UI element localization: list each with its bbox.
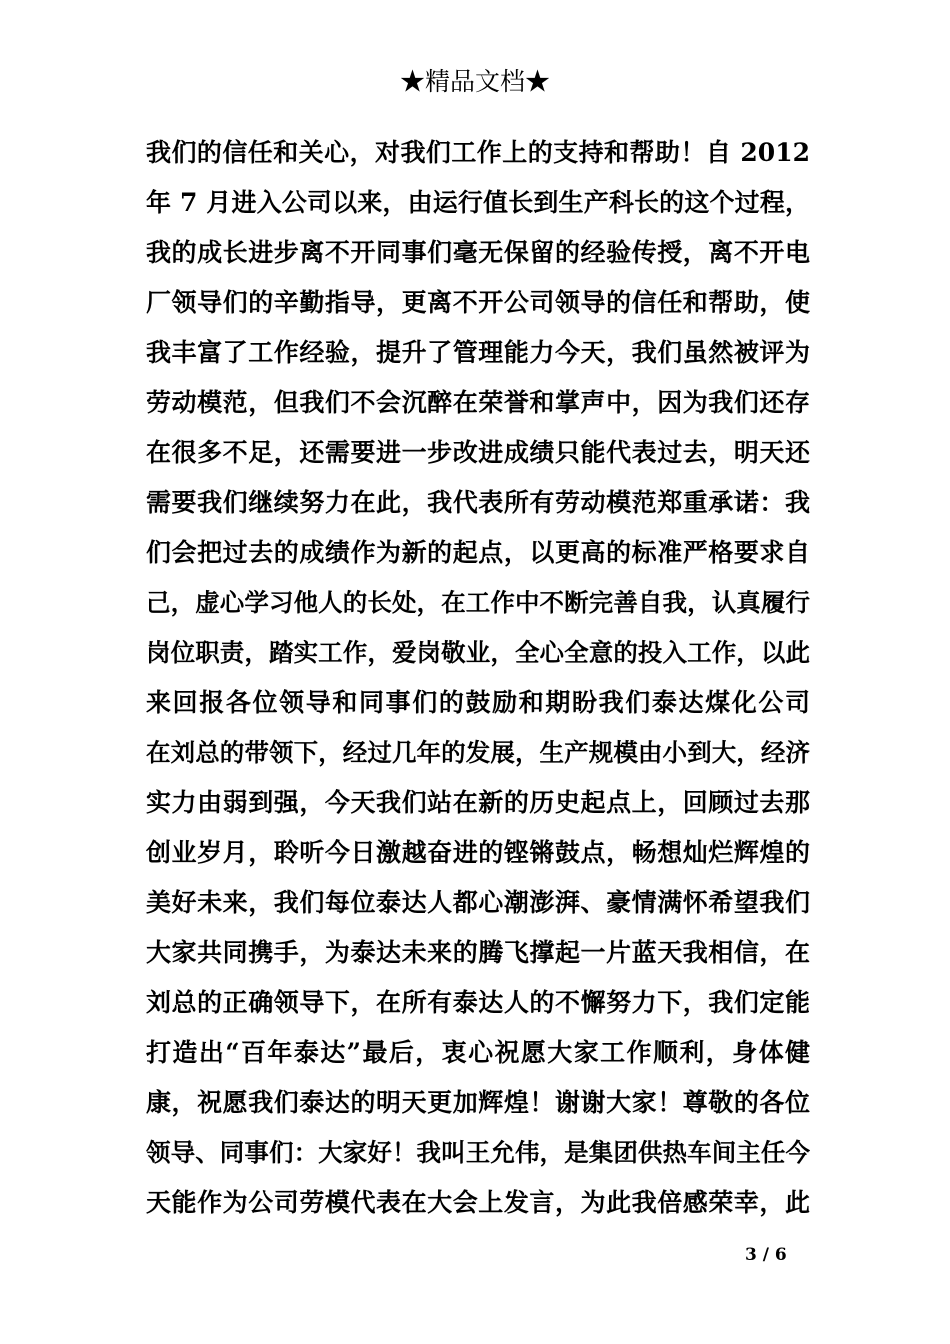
document-header [0,64,950,100]
text-line: 大家共同携手，为泰达未来的腾飞撑起一片蓝天我相信，在 [146,938,810,967]
text-line: 们会把过去的成绩作为新的起点，以更高的标准严格要求自 [146,538,810,567]
text-line: 刘总的正确领导下，在所有泰达人的不懈努力下，我们定能 [146,988,810,1017]
text-line: 领导、同事们：大家好！我叫王允伟，是集团供热车间主任今 [146,1138,810,1167]
text-line: 年 7 月进入公司以来，由运行值长到生产科长的这个过程， [146,188,810,217]
text-line: 创业岁月，聆听今日激越奋进的铿锵鼓点，畅想灿烂辉煌的 [146,838,810,867]
document-body [146,128,810,1228]
text-line: 美好未来，我们每位泰达人都心潮澎湃、豪情满怀希望我们 [146,888,810,917]
text-line: 己，虚心学习他人的长处，在工作中不断完善自我，认真履行 [146,588,810,617]
text-line: 厂领导们的辛勤指导，更离不开公司领导的信任和帮助，使 [146,288,810,317]
text-line: 我的成长进步离不开同事们毫无保留的经验传授，离不开电 [146,238,810,267]
text-line: 实力由弱到强，今天我们站在新的历史起点上，回顾过去那 [146,788,810,817]
text-line: 打造出“百年泰达”最后，衷心祝愿大家工作顺利，身体健 [146,1038,810,1067]
text-line: 来回报各位领导和同事们的鼓励和期盼我们泰达煤化公司 [146,688,810,717]
header-title: ★精品文档★ [399,67,550,96]
text-line: 在刘总的带领下，经过几年的发展，生产规模由小到大，经济 [146,738,810,767]
text-line: 劳动模范，但我们不会沉醉在荣誉和掌声中，因为我们还存 [146,388,810,417]
text-line: 岗位职责，踏实工作，爱岗敬业，全心全意的投入工作，以此 [146,638,810,667]
text-line: 我们的信任和关心，对我们工作上的支持和帮助！自 2012 [146,138,810,167]
text-line: 天能作为公司劳模代表在大会上发言，为此我倍感荣幸，此 [146,1188,810,1217]
page-number: 3 / 6 [745,1245,787,1265]
text-line: 在很多不足，还需要进一步改进成绩只能代表过去，明天还 [146,438,810,467]
text-line: 需要我们继续努力在此，我代表所有劳动模范郑重承诺：我 [146,488,810,517]
text-line: 我丰富了工作经验，提升了管理能力今天，我们虽然被评为 [146,338,810,367]
text-line: 康，祝愿我们泰达的明天更加辉煌！谢谢大家！尊敬的各位 [146,1088,810,1117]
